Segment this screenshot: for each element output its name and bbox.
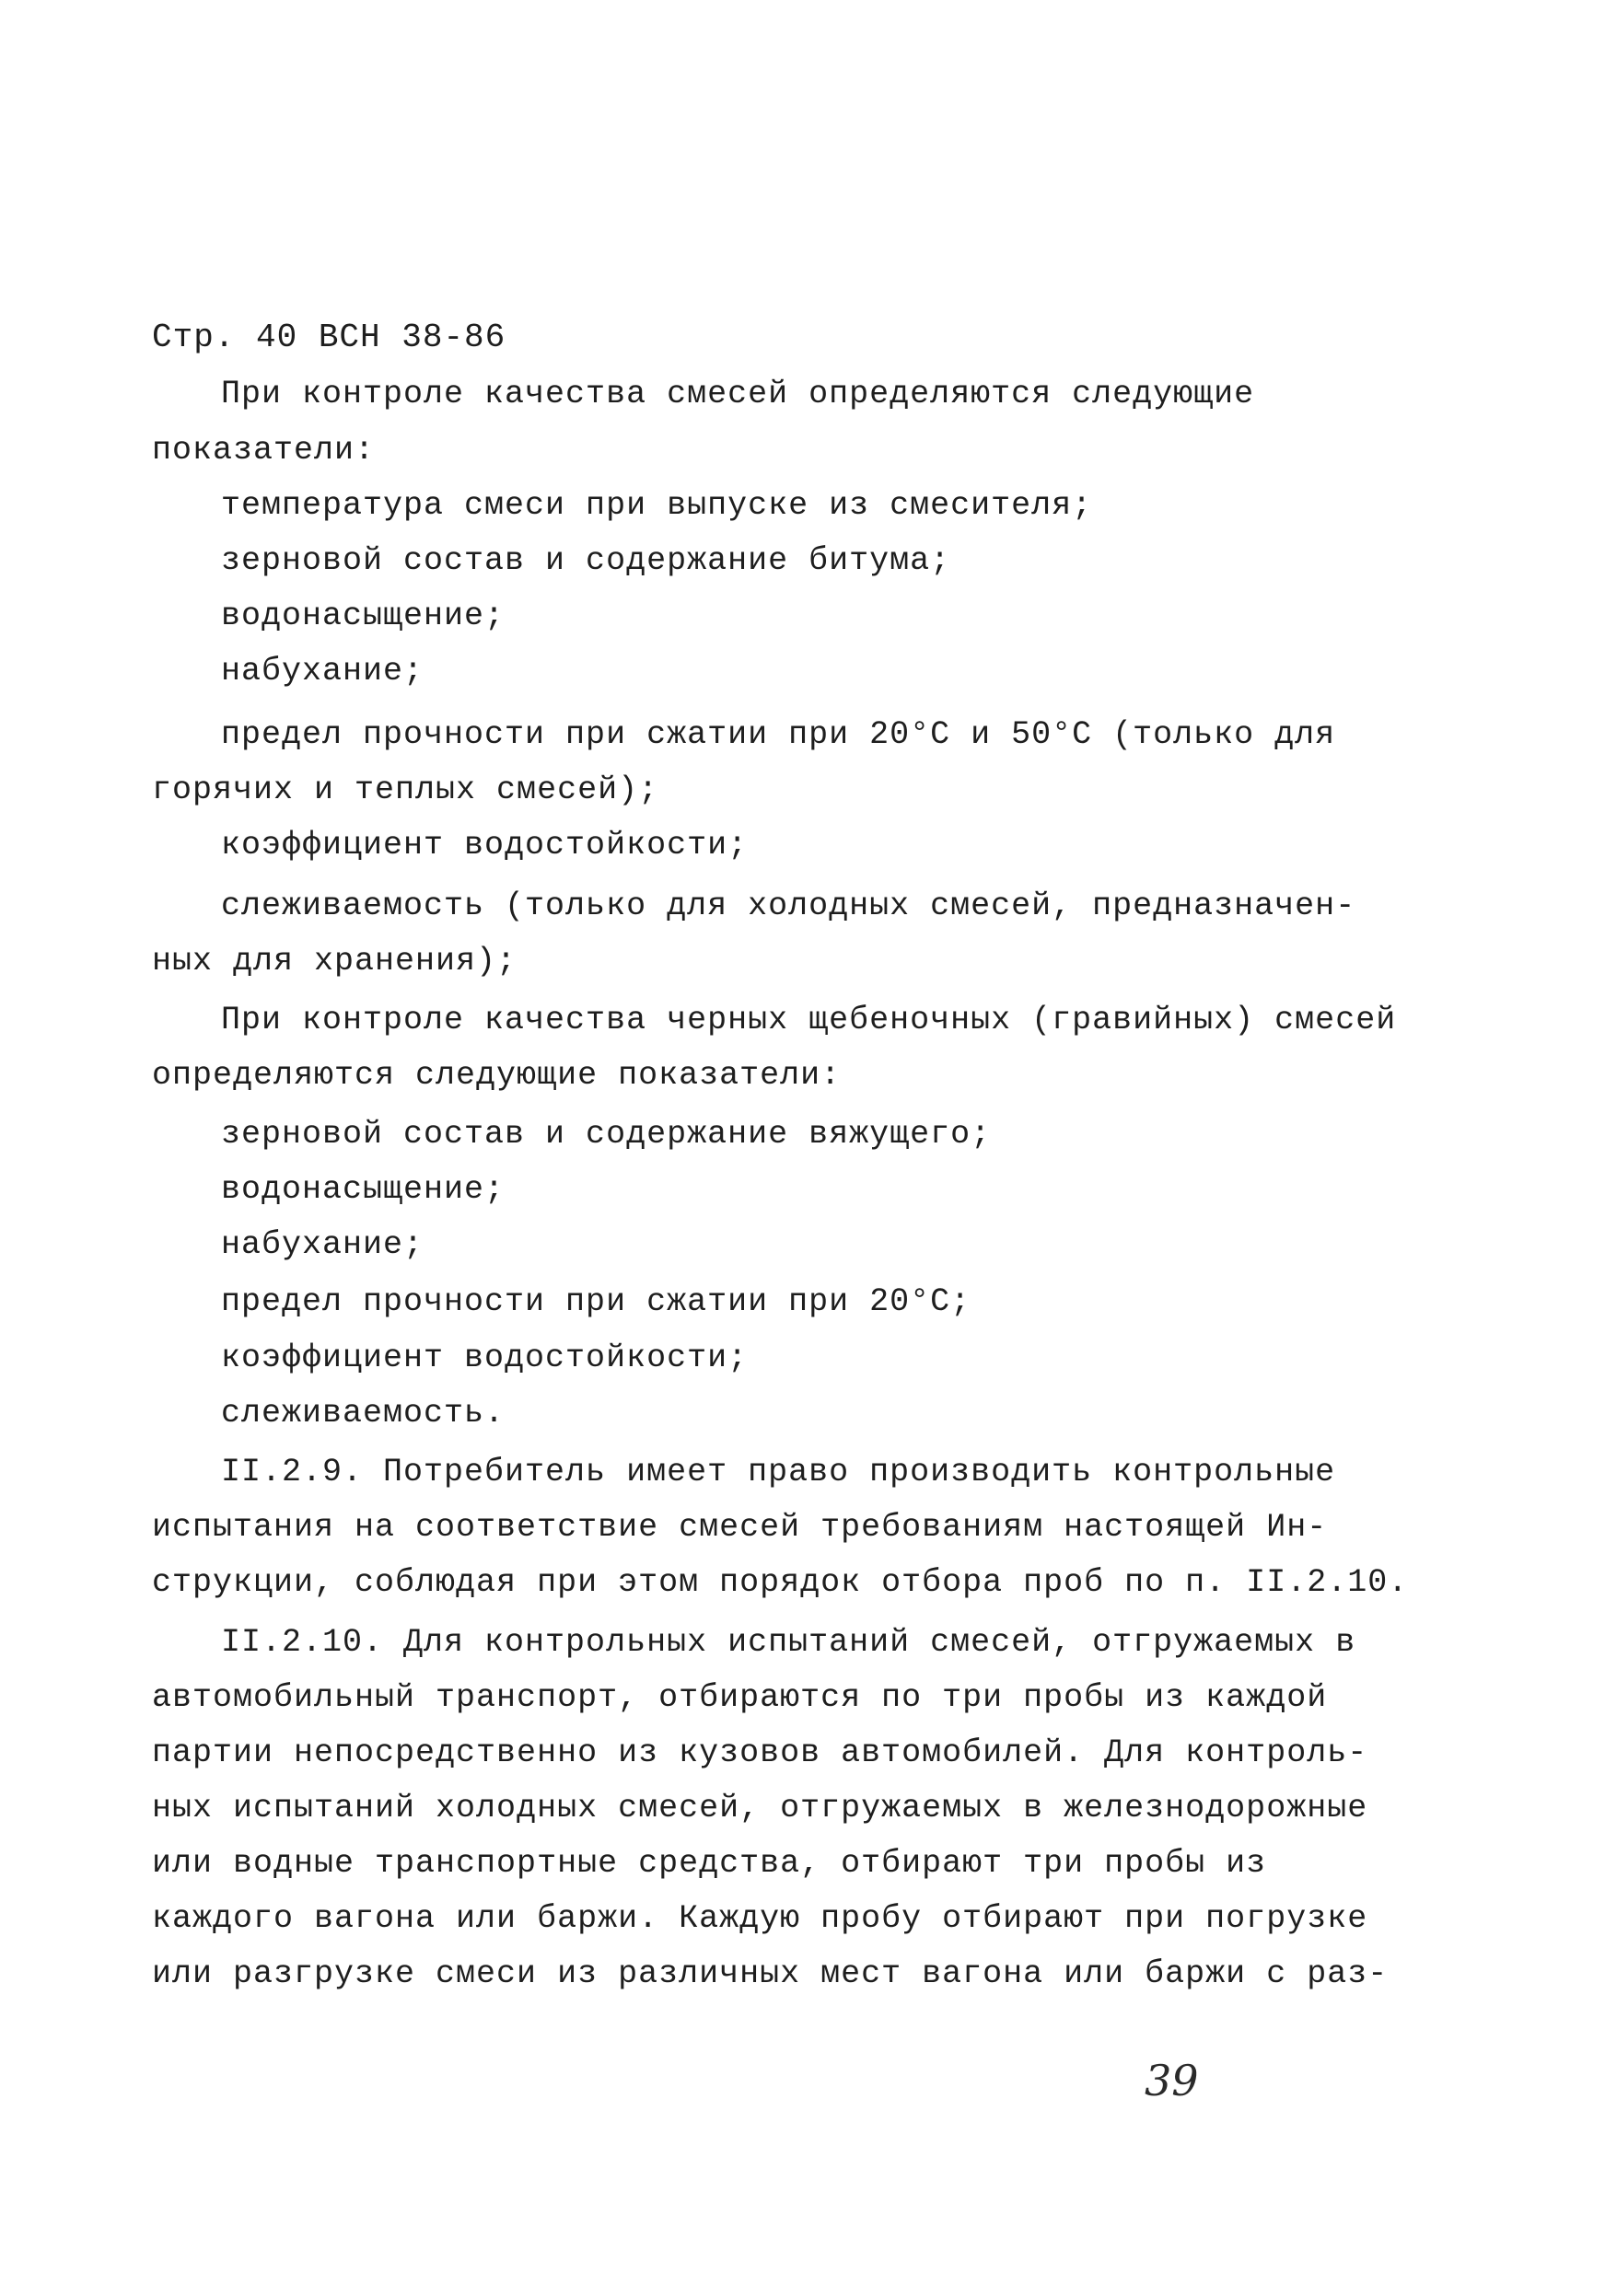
handwritten-page-number: 39 [1145,2056,1199,2105]
text-line: водонасыщение; [221,597,506,634]
text-line: каждого вагона или баржи. Каждую пробу отбирают при погрузке [152,1900,1368,1937]
page-header: Стр. 40 ВСН 38-86 [152,319,506,356]
text-line: предел прочности при сжатии при 20°С; [221,1283,971,1320]
text-line: предел прочности при сжатии при 20°С и 50°С (только для [221,716,1336,753]
text-line: При контроле качества смесей определяются следующие [221,376,1255,412]
text-line: набухание; [221,653,425,690]
text-line: испытания на соответствие смесей требованиям настоящей Ин- [152,1509,1328,1546]
text-line: ных испытаний холодных смесей, отгружаемых в железнодорожные [152,1790,1368,1826]
text-line: партии непосредственно из кузовов автомобилей. Для контроль- [152,1734,1368,1771]
text-line: коэффициент водостойкости; [221,1339,749,1376]
text-line: горячих и теплых смесей); [152,771,659,808]
text-line: При контроле качества черных щебеночных (гравийных) смесей [221,1002,1397,1038]
text-line: определяются следующие показатели: [152,1057,842,1094]
text-line: водонасыщение; [221,1171,506,1208]
text-line: автомобильный транспорт, отбираются по три пробы из каждой [152,1679,1328,1716]
text-line: II.2.9. Потребитель имеет право производить контрольные [221,1454,1336,1490]
text-line: II.2.10. Для контрольных испытаний смесей, отгружаемых в [221,1624,1356,1661]
text-line: показатели: [152,432,376,469]
text-line: струкции, соблюдая при этом порядок отбора проб по п. II.2.10. [152,1564,1409,1601]
text-line: или водные транспортные средства, отбирают три пробы из [152,1845,1267,1882]
text-line: набухание; [221,1226,425,1263]
text-line: зерновой состав и содержание битума; [221,542,951,579]
text-line: температура смеси при выпуске из смесителя; [221,487,1093,524]
text-line: или разгрузке смеси из различных мест вагона или баржи с раз- [152,1955,1389,1992]
text-line: слеживаемость. [221,1395,506,1432]
text-line: слеживаемость (только для холодных смесей, предназначен- [221,887,1356,924]
text-line: ных для хранения); [152,943,518,980]
text-line: зерновой состав и содержание вяжущего; [221,1116,992,1153]
text-line: коэффициент водостойкости; [221,827,749,864]
